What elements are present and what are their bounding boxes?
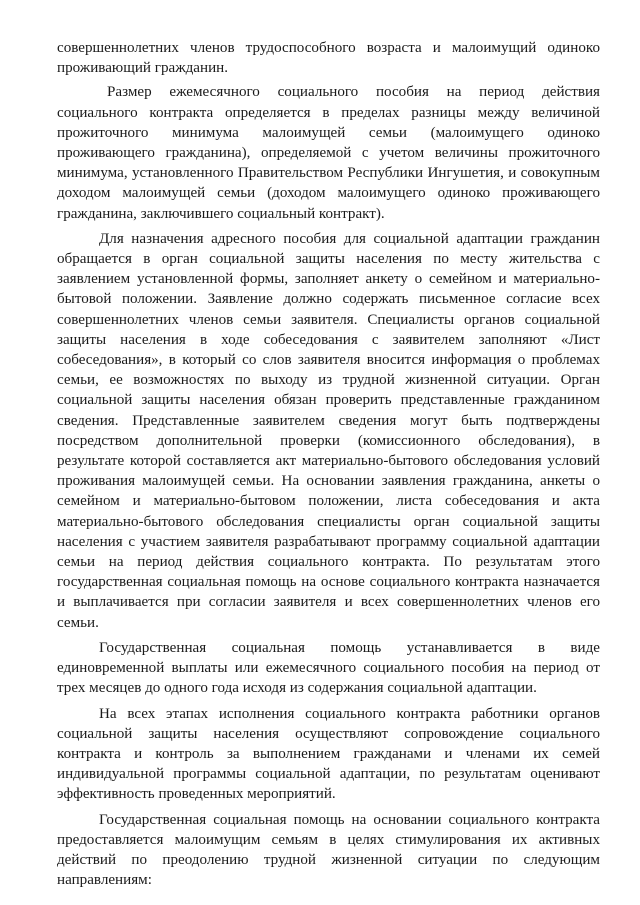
paragraph-benefit-amount: Размер ежемесячного социального пособия на период действия социального контракта определяется в пределах разницы между величиной прожиточного минимума малоимущей семьи (малоимущего одиноко проживающего гражданина), определяемой с учетом величины прожиточного минимума, установленного Правительством Республики Ингушетия, и совокупным доходом малоимущей семьи (доходом малоимущего одиноко проживающего гражданина, заключившего социальный контракт).	[57, 84, 600, 222]
paragraph-assistance-directions: Государственная социальная помощь на основании социального контракта предоставляется малоимущим семьям в целях стимулирования их активных действий по преодолению трудной жизненной ситуации по следующим направлениям:	[57, 811, 600, 889]
paragraph-contract-monitoring: На всех этапах исполнения социального контракта работники органов социальной защиты населения осуществляют сопровождение социального контракта и контроль за выполнением гражданами и членами их семей индивидуальной программы социальной адаптации, по результатам оценивают эффективность проведенных мероприятий.	[57, 705, 600, 803]
paragraph-continuation: совершеннолетних членов трудоспособного возраста и малоимущий одиноко проживающий гражданин.	[57, 40, 600, 77]
paragraph-application-procedure: Для назначения адресного пособия для социальной адаптации гражданин обращается в орган социальной защиты населения по месту жительства с заявлением установленной формы, заполняет анкету о семейном и материально-бытовой положении. Заявление должно содержать письменное согласие всех совершеннолетних членов семьи заявителя. Специалисты органов социальной защиты населения в ходе собеседования с заявителем заполняют «Лист собеседования», в который со слов заявителя вносится информация о проблемах семьи, ее возможностях по выходу из трудной жизненной ситуации. Орган социальной защиты населения обязан проверить представленные гражданином сведения. Представленные заявителем сведения могут быть подтверждены посредством дополнительной проверки (комиссионного обследования), в результате которой составляется акт материально-бытового обследования условий проживания малоимущей семьи. На основании заявления гражданина, анкеты о семейном и материально-бытовом положении, листа собеседования и акта материально-бытового обследования специалисты орган социальной защиты населения с участием заявителя разрабатывают программу социальной адаптации семьи на период действия социального контракта. По результатам этого государственная социальная помощь на основе социального контракта назначается и выплачивается при согласии заявителя и всех совершеннолетних членов его семьи.	[57, 230, 600, 631]
paragraph-payment-form: Государственная социальная помощь устанавливается в виде единовременной выплаты или ежемесячного социального пособия на период от трех месяцев до одного года исходя из содержания социальной адаптации.	[57, 639, 600, 697]
